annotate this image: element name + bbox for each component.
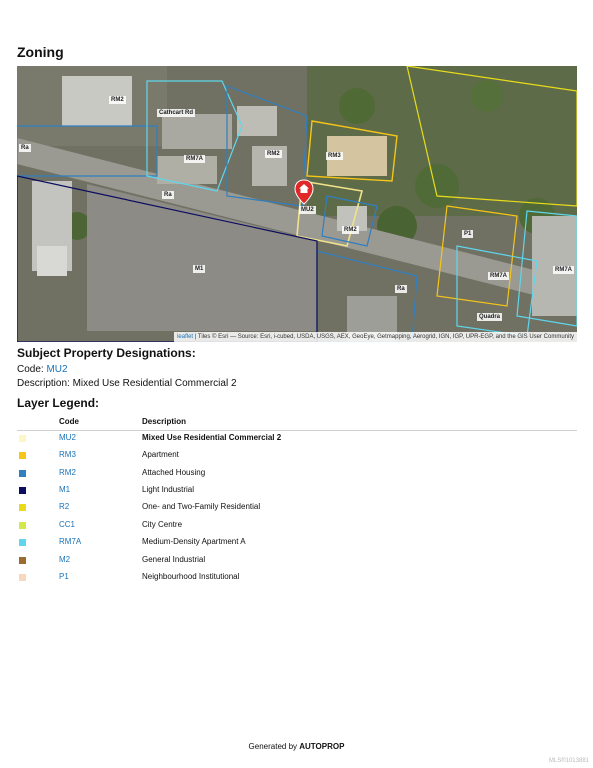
legend-code-link[interactable]: M1 — [59, 485, 71, 494]
legend-row — [17, 483, 577, 500]
map-pin-icon[interactable] — [294, 179, 314, 205]
legend-row — [17, 570, 577, 587]
legend-row — [17, 553, 577, 570]
code-label: Code: — [17, 364, 47, 375]
legend-swatch — [19, 522, 26, 529]
street-label: Ra — [164, 192, 172, 198]
subject-code-link[interactable]: MU2 — [46, 364, 68, 375]
subject-description-line — [17, 378, 237, 389]
legend-swatch — [19, 574, 26, 581]
zone-label: M1 — [195, 266, 204, 272]
street-label: Cathcart Rd — [159, 110, 194, 116]
zoning-map[interactable] — [17, 66, 577, 342]
leaflet-link[interactable]: leaflet — [177, 334, 194, 340]
zone-label: RM2 — [267, 151, 280, 157]
legend-description: Apartment — [142, 450, 179, 459]
footer-prefix: Generated by — [248, 742, 300, 751]
legend-code-link[interactable]: M2 — [59, 555, 71, 564]
legend-description: Mixed Use Residential Commercial 2 — [142, 433, 282, 442]
legend-swatch — [19, 557, 26, 564]
legend-code-link[interactable]: MU2 — [59, 433, 76, 442]
legend-swatch — [19, 452, 26, 459]
legend-swatch — [19, 504, 26, 511]
zone-label: RM7A — [555, 267, 573, 273]
legend-description: One- and Two-Family Residential — [142, 502, 261, 511]
subject-description: Mixed Use Residential Commercial 2 — [72, 378, 237, 389]
legend-row — [17, 500, 577, 517]
zone-label: RM2 — [344, 227, 357, 233]
zone-label: RM3 — [328, 153, 341, 159]
legend-code-link[interactable]: R2 — [59, 502, 70, 511]
legend-description: Neighbourhood Institutional — [142, 572, 240, 581]
legend-row — [17, 535, 577, 552]
autoprop-brand: AUTOPROP — [299, 742, 345, 751]
legend-swatch — [19, 435, 26, 442]
subject-heading: Subject Property Designations: — [17, 346, 196, 360]
legend-description: City Centre — [142, 520, 183, 529]
description-label: Description: — [17, 378, 73, 389]
page-title: Zoning — [17, 44, 64, 60]
legend-row — [17, 448, 577, 465]
zone-label: RM7A — [490, 273, 508, 279]
legend-description: Medium-Density Apartment A — [142, 537, 246, 546]
legend-code-link[interactable]: CC1 — [59, 520, 76, 529]
generated-by-footer — [0, 742, 593, 751]
map-attribution — [174, 332, 577, 342]
zone-label: MU2 — [301, 207, 314, 213]
legend-col-code: Code — [59, 417, 79, 426]
street-label: Quadra — [479, 314, 501, 320]
legend-swatch — [19, 470, 26, 477]
legend-swatch — [19, 539, 26, 546]
legend-code-link[interactable]: P1 — [59, 572, 69, 581]
legend-row — [17, 466, 577, 483]
legend-description: Attached Housing — [142, 468, 206, 477]
legend-code-link[interactable]: RM7A — [59, 537, 82, 546]
legend-description: General Industrial — [142, 555, 206, 564]
zone-label: RM7A — [186, 156, 204, 162]
zone-label: P1 — [464, 231, 472, 237]
street-label: Ra — [21, 145, 29, 151]
legend-swatch — [19, 487, 26, 494]
legend-col-description: Description — [142, 417, 187, 426]
legend-row — [17, 518, 577, 535]
legend-description: Light Industrial — [142, 485, 195, 494]
attribution-text: | Tiles © Esri — Source: Esri, i-cubed, USDA, USGS, AEX, GeoEye, Getmapping, Aerogrid, IGN, IGP, UPR-EGP, and the GIS User Community — [193, 334, 574, 340]
mls-number: MLS®1013881 — [548, 758, 589, 764]
subject-code-line — [17, 364, 68, 375]
street-label: Ra — [397, 286, 405, 292]
legend-code-link[interactable]: RM3 — [59, 450, 76, 459]
legend-row — [17, 431, 577, 448]
legend-code-link[interactable]: RM2 — [59, 468, 76, 477]
legend-heading: Layer Legend: — [17, 396, 100, 410]
zone-label: RM2 — [111, 97, 124, 103]
